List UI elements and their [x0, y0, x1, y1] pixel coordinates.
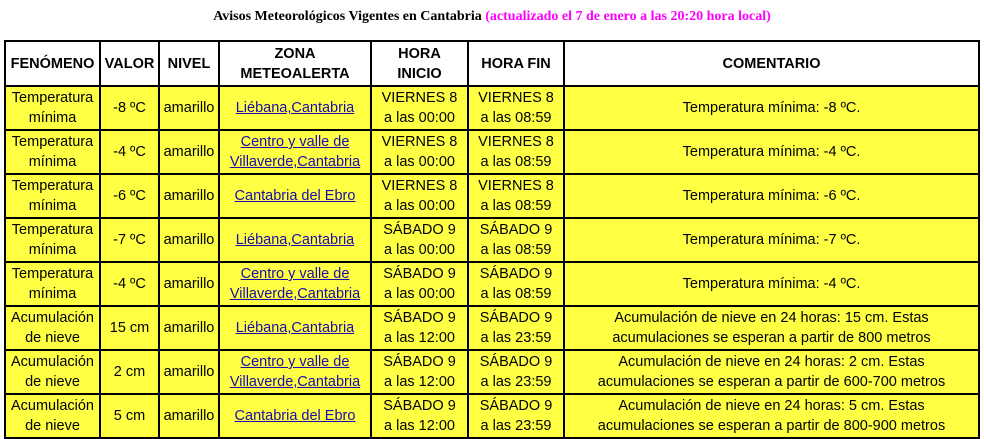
- nivel-text: amarillo: [163, 188, 215, 204]
- valor-text: -7 ºC: [113, 232, 146, 248]
- cell-comentario: [564, 394, 979, 438]
- nivel-text: amarillo: [163, 232, 215, 248]
- cell-zona: [219, 350, 371, 394]
- comentario-line1: Temperatura mínima: -8 ºC.: [682, 100, 861, 116]
- valor-text: -4 ºC: [113, 144, 146, 160]
- fenomeno-line1: Acumulación: [10, 398, 94, 414]
- comentario-line1: Temperatura mínima: -7 ºC.: [682, 232, 861, 248]
- cell-hora-fin: [468, 86, 564, 130]
- cell-valor: [100, 262, 159, 306]
- fenomeno-line1: Temperatura: [11, 266, 94, 282]
- zona-line1[interactable]: Centro y valle de: [240, 354, 350, 370]
- cell-hora-fin: [468, 218, 564, 262]
- inicio-line1: VIERNES 8: [381, 90, 458, 106]
- table-row: [5, 306, 979, 350]
- cell-hora-inicio: [371, 130, 468, 174]
- cell-comentario: [564, 86, 979, 130]
- cell-hora-inicio: [371, 306, 468, 350]
- table-row: [5, 86, 979, 130]
- header-nivel: NIVEL: [159, 41, 219, 86]
- cell-valor: [100, 218, 159, 262]
- inicio-line2: a las 00:00: [384, 286, 455, 302]
- zona-link[interactable]: [236, 232, 355, 248]
- cell-fenomeno: [5, 218, 100, 262]
- header-fenomeno: FENÓMENO: [5, 41, 100, 86]
- inicio-line2: a las 00:00: [384, 110, 455, 126]
- nivel-text: amarillo: [163, 276, 215, 292]
- fin-line2: a las 23:59: [480, 418, 552, 434]
- fin-line1: SÁBADO 9: [479, 354, 553, 370]
- comentario-line1: Acumulación de nieve en 24 horas: 5 cm. Estas: [618, 398, 925, 414]
- cell-fenomeno: [5, 350, 100, 394]
- table-row: [5, 262, 979, 306]
- nivel-text: amarillo: [163, 364, 215, 380]
- cell-valor: [100, 350, 159, 394]
- valor-text: -6 ºC: [113, 188, 146, 204]
- fin-line1: SÁBADO 9: [479, 398, 553, 414]
- nivel-text: amarillo: [163, 144, 215, 160]
- inicio-line1: SÁBADO 9: [383, 222, 456, 238]
- cell-comentario: [564, 306, 979, 350]
- cell-nivel: [159, 86, 219, 130]
- fin-line1: SÁBADO 9: [479, 266, 553, 282]
- inicio-line2: a las 12:00: [384, 374, 455, 390]
- fenomeno-line2: mínima: [28, 110, 77, 126]
- cell-fenomeno: [5, 174, 100, 218]
- fenomeno-line2: de nieve: [25, 330, 80, 346]
- zona-link[interactable]: [236, 320, 355, 336]
- header-inicio-line2: INICIO: [397, 65, 442, 82]
- cell-valor: [100, 174, 159, 218]
- zona-line2[interactable]: Villaverde,Cantabria: [229, 286, 361, 302]
- zona-link[interactable]: [236, 100, 355, 116]
- zona-line1[interactable]: Cantabria del Ebro: [234, 188, 356, 204]
- table-body: [5, 86, 979, 438]
- header-zona-line2: METEOALERTA: [240, 65, 350, 82]
- inicio-line1: SÁBADO 9: [383, 310, 456, 326]
- header-zona: [219, 41, 371, 86]
- comentario-line2: acumulaciones se esperan a partir de 800-900 metros: [597, 418, 946, 434]
- zona-line1[interactable]: Liébana,Cantabria: [235, 232, 355, 248]
- comentario-line1: Temperatura mínima: -4 ºC.: [682, 276, 861, 292]
- page-title-main: Avisos Meteorológicos Vigentes en Cantabria: [213, 9, 482, 24]
- valor-text: 5 cm: [113, 408, 146, 424]
- cell-nivel: [159, 262, 219, 306]
- cell-hora-fin: [468, 306, 564, 350]
- fenomeno-line2: mínima: [28, 154, 77, 170]
- cell-comentario: [564, 218, 979, 262]
- header-hora-inicio: [371, 41, 468, 86]
- cell-comentario: [564, 262, 979, 306]
- cell-hora-fin: [468, 130, 564, 174]
- update-timestamp: (actualizado el 7 de enero a las 20:20 hora local): [485, 9, 771, 24]
- table-row: [5, 394, 979, 438]
- header-zona-line1: ZONA: [274, 45, 316, 62]
- zona-link[interactable]: [230, 354, 360, 390]
- cell-fenomeno: [5, 86, 100, 130]
- cell-fenomeno: [5, 130, 100, 174]
- fenomeno-line1: Temperatura: [11, 178, 94, 194]
- inicio-line2: a las 00:00: [384, 242, 455, 258]
- cell-hora-inicio: [371, 174, 468, 218]
- table-row: [5, 174, 979, 218]
- fin-line1: SÁBADO 9: [479, 310, 553, 326]
- comentario-line1: Acumulación de nieve en 24 horas: 15 cm. Estas: [614, 310, 929, 326]
- header-inicio-line1: HORA: [398, 45, 441, 62]
- zona-line1[interactable]: Cantabria del Ebro: [234, 408, 356, 424]
- cell-hora-inicio: [371, 218, 468, 262]
- cell-hora-inicio: [371, 394, 468, 438]
- fin-line2: a las 23:59: [480, 330, 552, 346]
- fin-line2: a las 08:59: [480, 110, 552, 126]
- cell-hora-fin: [468, 262, 564, 306]
- zona-line1[interactable]: Liébana,Cantabria: [235, 320, 355, 336]
- fin-line2: a las 08:59: [480, 154, 552, 170]
- fenomeno-line2: mínima: [28, 286, 77, 302]
- cell-nivel: [159, 130, 219, 174]
- fin-line1: VIERNES 8: [478, 134, 554, 150]
- fenomeno-line1: Temperatura: [11, 90, 94, 106]
- fenomeno-line1: Temperatura: [11, 222, 94, 238]
- fin-line1: SÁBADO 9: [479, 222, 553, 238]
- nivel-text: amarillo: [163, 100, 215, 116]
- comentario-line2: acumulaciones se esperan a partir de 600-700 metros: [597, 374, 946, 390]
- table-header-row: [5, 41, 979, 86]
- fenomeno-line1: Temperatura: [11, 134, 94, 150]
- zona-line1[interactable]: Liébana,Cantabria: [235, 100, 355, 116]
- cell-hora-inicio: [371, 262, 468, 306]
- comentario-line1: Acumulación de nieve en 24 horas: 2 cm. Estas: [618, 354, 925, 370]
- fenomeno-line2: mínima: [28, 198, 77, 214]
- cell-valor: [100, 306, 159, 350]
- cell-valor: [100, 130, 159, 174]
- nivel-text: amarillo: [163, 320, 215, 336]
- inicio-line1: SÁBADO 9: [383, 266, 456, 282]
- cell-nivel: [159, 394, 219, 438]
- nivel-text: amarillo: [163, 408, 215, 424]
- valor-text: -4 ºC: [113, 276, 146, 292]
- table-row: [5, 130, 979, 174]
- cell-nivel: [159, 350, 219, 394]
- fin-line2: a las 08:59: [480, 286, 552, 302]
- fin-line1: VIERNES 8: [478, 178, 554, 194]
- cell-fenomeno: [5, 262, 100, 306]
- cell-hora-fin: [468, 174, 564, 218]
- cell-comentario: [564, 350, 979, 394]
- zona-line1[interactable]: Centro y valle de: [240, 266, 350, 282]
- inicio-line1: VIERNES 8: [381, 178, 458, 194]
- inicio-line1: SÁBADO 9: [383, 354, 456, 370]
- table-row: [5, 350, 979, 394]
- inicio-line2: a las 12:00: [384, 330, 455, 346]
- zona-link[interactable]: [235, 408, 356, 424]
- cell-zona: [219, 262, 371, 306]
- page-title: [0, 8, 984, 26]
- cell-fenomeno: [5, 394, 100, 438]
- cell-zona: [219, 86, 371, 130]
- inicio-line1: SÁBADO 9: [383, 398, 456, 414]
- cell-hora-fin: [468, 350, 564, 394]
- header-valor: VALOR: [100, 41, 159, 86]
- valor-text: 15 cm: [109, 320, 150, 336]
- inicio-line2: a las 00:00: [384, 154, 455, 170]
- zona-link[interactable]: [235, 188, 356, 204]
- table-row: [5, 218, 979, 262]
- cell-zona: [219, 218, 371, 262]
- cell-valor: [100, 394, 159, 438]
- fin-line2: a las 08:59: [480, 242, 552, 258]
- comentario-line2: acumulaciones se esperan a partir de 800 metros: [612, 330, 931, 346]
- cell-hora-fin: [468, 394, 564, 438]
- cell-valor: [100, 86, 159, 130]
- zona-link[interactable]: [230, 266, 360, 302]
- zona-line2[interactable]: Villaverde,Cantabria: [229, 374, 361, 390]
- fin-line2: a las 08:59: [480, 198, 552, 214]
- comentario-line1: Temperatura mínima: -6 ºC.: [682, 188, 861, 204]
- cell-nivel: [159, 218, 219, 262]
- warnings-table: [4, 40, 980, 439]
- zona-link[interactable]: [230, 134, 360, 170]
- cell-zona: [219, 394, 371, 438]
- fin-line1: VIERNES 8: [478, 90, 554, 106]
- cell-hora-inicio: [371, 86, 468, 130]
- inicio-line1: VIERNES 8: [381, 134, 458, 150]
- cell-zona: [219, 130, 371, 174]
- zona-line1[interactable]: Centro y valle de: [240, 134, 350, 150]
- cell-comentario: [564, 174, 979, 218]
- fenomeno-line1: Acumulación: [10, 310, 94, 326]
- cell-comentario: [564, 130, 979, 174]
- valor-text: -8 ºC: [113, 100, 146, 116]
- comentario-line1: Temperatura mínima: -4 ºC.: [682, 144, 861, 160]
- cell-nivel: [159, 174, 219, 218]
- fenomeno-line2: de nieve: [25, 418, 80, 434]
- valor-text: 2 cm: [113, 364, 146, 380]
- cell-hora-inicio: [371, 350, 468, 394]
- fenomeno-line1: Acumulación: [10, 354, 94, 370]
- cell-nivel: [159, 306, 219, 350]
- cell-zona: [219, 306, 371, 350]
- zona-line2[interactable]: Villaverde,Cantabria: [229, 154, 361, 170]
- fenomeno-line2: de nieve: [25, 374, 80, 390]
- inicio-line2: a las 12:00: [384, 418, 455, 434]
- header-hora-fin: HORA FIN: [468, 41, 564, 86]
- fin-line2: a las 23:59: [480, 374, 552, 390]
- cell-fenomeno: [5, 306, 100, 350]
- header-comentario: COMENTARIO: [564, 41, 979, 86]
- inicio-line2: a las 00:00: [384, 198, 455, 214]
- cell-zona: [219, 174, 371, 218]
- fenomeno-line2: mínima: [28, 242, 77, 258]
